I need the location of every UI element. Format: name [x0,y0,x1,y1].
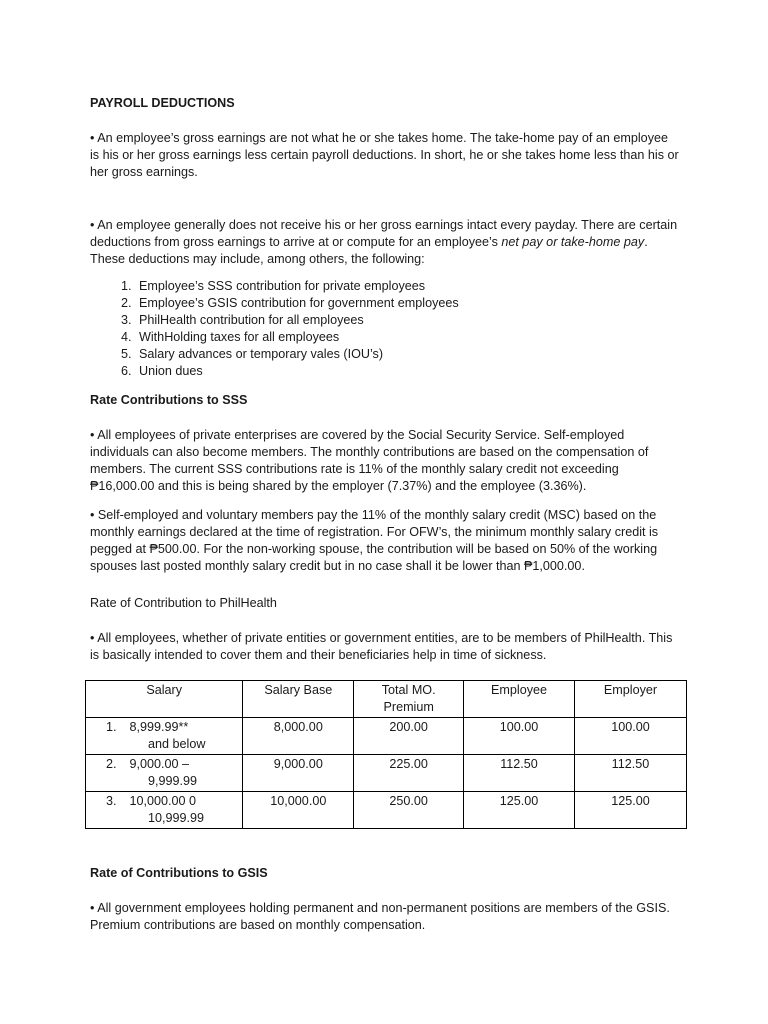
page-title: PAYROLL DEDUCTIONS [90,96,235,110]
net-pay-emphasis: net pay or take-home pay [501,235,645,249]
intro-paragraph-2 [90,217,680,268]
salary-cell [86,792,243,829]
salary-range-line2: and below [148,737,206,751]
col-header-salary-base: Salary Base [243,681,354,718]
salary-cell [86,755,243,792]
list-item: 1. Employee’s SSS contribution for private employees [135,278,680,295]
salary-range-line2: 10,999.99 [148,811,205,825]
table-header-row [86,681,687,718]
col-header-employer: Employer [574,681,686,718]
premium-cell: 225.00 [354,755,464,792]
table-row [86,792,687,829]
col-header-total-premium: Total MO. Premium [354,681,464,718]
salary-base-cell: 8,000.00 [243,718,354,755]
list-item: 3. PhilHealth contribution for all employees [135,312,680,329]
deductions-list [90,278,680,380]
premium-cell: 250.00 [354,792,464,829]
row-number: 2. [106,757,117,771]
row-number: 3. [106,794,117,808]
table-row [86,755,687,792]
sss-paragraph-2: • Self-employed and voluntary members pay the 11% of the monthly salary credit (MSC) based on the monthly earnings declared at the time of registration. For OFW’s, the minimum monthly salary credit is pegged at ₱500.00. For the non-working spouse, the contribution will be based on 50% of the working spouses last posted monthly salary credit but in no case shall it be lower than ₱1,000.00. [90,508,659,573]
employer-cell: 100.00 [574,718,686,755]
list-item: 2. Employee’s GSIS contribution for government employees [135,295,680,312]
employee-cell: 125.00 [464,792,575,829]
list-item: 4. WithHolding taxes for all employees [135,329,680,346]
employer-cell: 112.50 [574,755,686,792]
list-item: 6. Union dues [135,363,680,380]
intro-paragraph-2-text: • An employee generally does not receive his or her gross earnings intact every payday. There are certain deductions from gross earnings to arrive at or compute for an employee’s [90,218,678,249]
salary-range-line1: 8,999.99** [129,720,189,734]
table-row [86,718,687,755]
intro-paragraph-1: • An employee’s gross earnings are not what he or she takes home. The take-home pay of an employee is his or her gross earnings less certain payroll deductions. In short, he or she takes home less than his or her gross earnings. [90,131,679,179]
sss-paragraph-1: • All employees of private enterprises are covered by the Social Security Service. Self-employed individuals can also become members. The monthly contributions are based on the compensation of members. The current SSS contributions rate is 11% of the monthly salary credit not exceeding ₱16,000.00 and this is being shared by the employer (7.37%) and the employee (3.36%). [90,428,649,493]
philhealth-table [85,680,687,829]
salary-cell [86,718,243,755]
row-number: 1. [106,720,117,734]
salary-base-cell: 9,000.00 [243,755,354,792]
gsis-heading: Rate of Contributions to GSIS [90,866,268,880]
philhealth-paragraph: • All employees, whether of private entities or government entities, are to be members of PhilHealth. This is basically intended to cover them and their beneficiaries help in time of sickness. [90,631,673,662]
gsis-paragraph: • All government employees holding permanent and non-permanent positions are members of the GSIS. Premium contributions are based on monthly compensation. [90,901,670,932]
col-header-salary: Salary [86,681,243,718]
salary-range-line1: 10,000.00 0 [129,794,197,808]
salary-base-cell: 10,000.00 [243,792,354,829]
intro-paragraph-2-tail: . These deductions may include, among others, the following: [90,235,648,266]
employee-cell: 100.00 [464,718,575,755]
sss-heading: Rate Contributions to SSS [90,393,248,407]
employer-cell: 125.00 [574,792,686,829]
salary-range-line2: 9,999.99 [148,774,198,788]
premium-cell: 200.00 [354,718,464,755]
employee-cell: 112.50 [464,755,575,792]
philhealth-heading: Rate of Contribution to PhilHealth [90,596,277,610]
salary-range-line1: 9,000.00 – [129,757,190,771]
list-item: 5. Salary advances or temporary vales (IOU’s) [135,346,680,363]
col-header-employee: Employee [464,681,575,718]
